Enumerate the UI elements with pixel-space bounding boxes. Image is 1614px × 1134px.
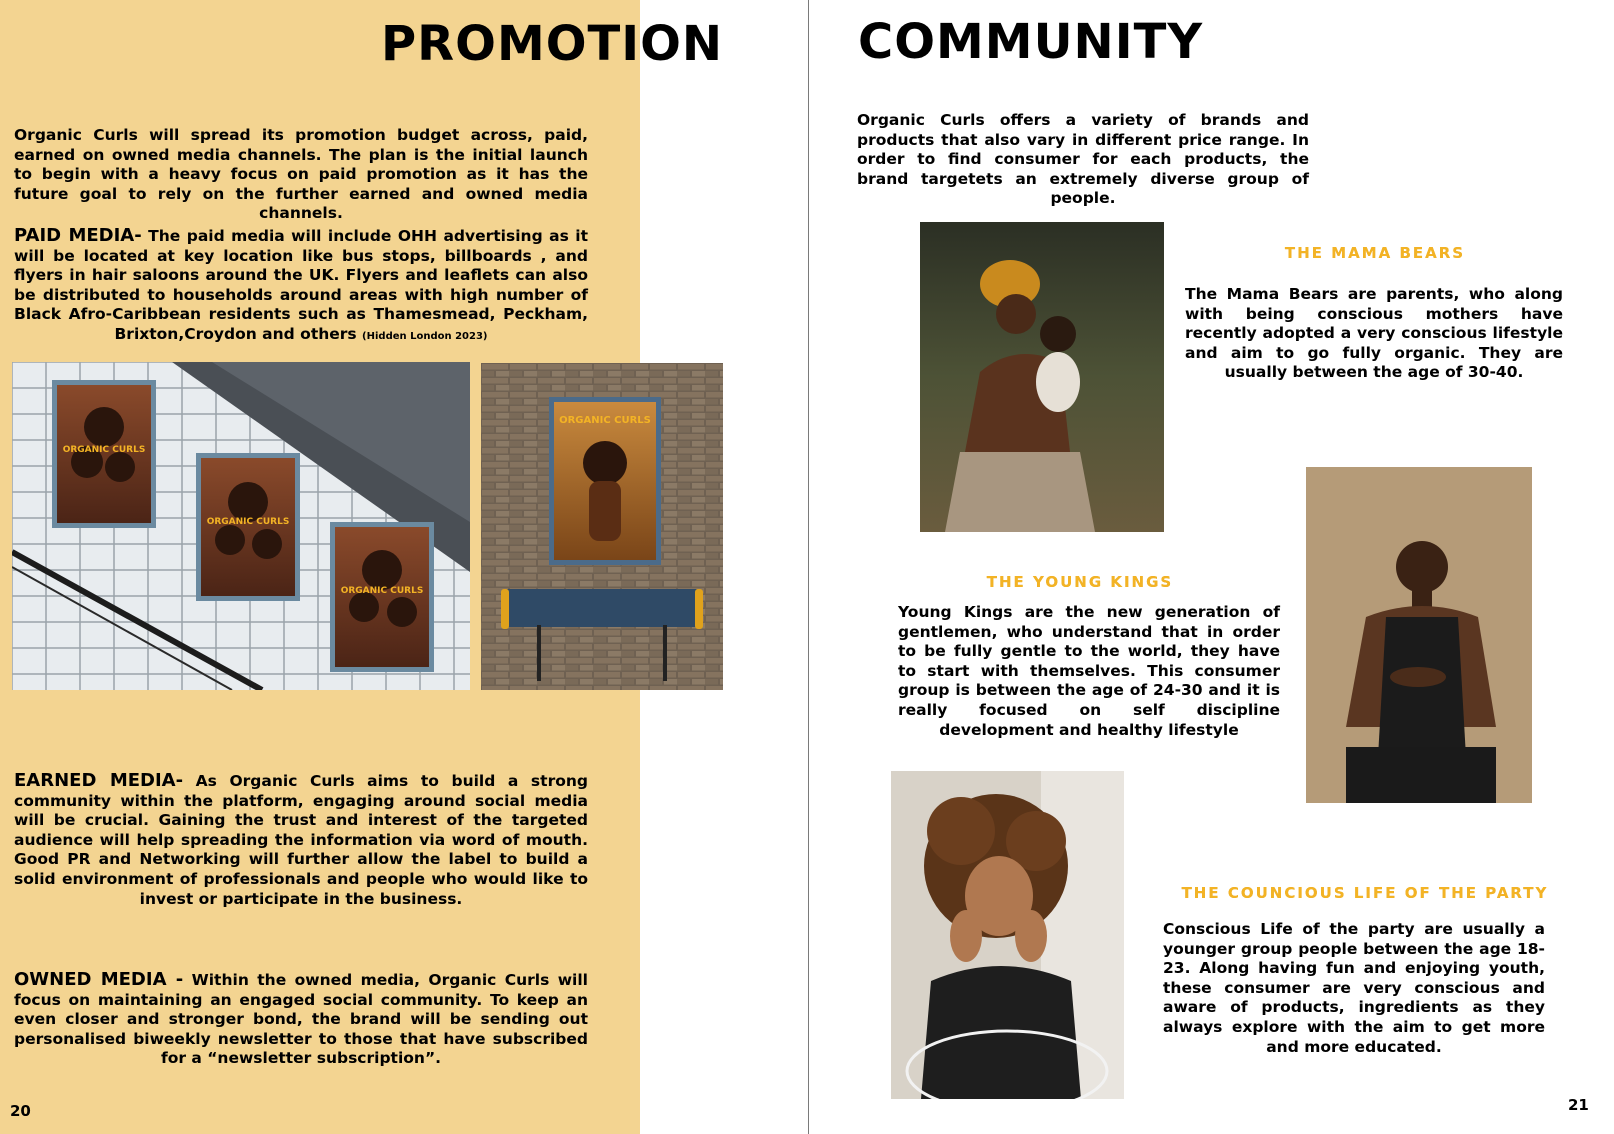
earned-media-paragraph — [14, 771, 588, 909]
owned-media-text: Within the owned media, Organic Curls will focus on maintaining an engaged social community. To keep an even closer and stronger bond, the brand will be sending out personalised biweekly newsletter to those that have subscribed for a “newsletter subscription”. — [14, 971, 588, 1068]
page-divider — [808, 0, 809, 1134]
poster-3-brand: ORGANIC CURLS — [340, 586, 424, 596]
young-man-photo — [1306, 467, 1532, 803]
poster-4-brand: ORGANIC CURLS — [559, 415, 651, 426]
bus-stop-poster-photo — [481, 363, 723, 690]
community-title: COMMUNITY — [858, 14, 1204, 70]
owned-media-heading: OWNED MEDIA - — [14, 969, 184, 990]
page-number-right: 21 — [1568, 1096, 1589, 1114]
earned-media-text: As Organic Curls aims to build a strong community within the platform, engaging around social media will be crucial. Gaining the trust and interest of the targeted audience will help spreading the information via word of mouth. Good PR and Networking will further allow the label to build a solid environment of professionals and people who would like to invest or participate in the business. — [14, 772, 588, 908]
poster-2-brand: ORGANIC CURLS — [206, 517, 290, 527]
young-kings-title: THE YOUNG KINGS — [986, 573, 1174, 591]
mama-bears-text: The Mama Bears are parents, who along with being conscious mothers have recently adopted a very conscious lifestyle and aim to go fully organic. They are usually between the age of 30-40. — [1185, 285, 1563, 382]
poster-1-brand: ORGANIC CURLS — [62, 445, 146, 455]
mama-bears-title: THE MAMA BEARS — [1284, 244, 1466, 262]
subway-posters-photo — [12, 362, 470, 690]
young-kings-text: Young Kings are the new generation of gentlemen, who understand that in order to be fully gentle to the world, they have to start with themselves. This consumer group is between the age of 24-30 and it is really focused on self discipline development and healthy lifestyle — [898, 603, 1280, 739]
paid-media-paragraph — [14, 226, 588, 347]
owned-media-paragraph — [14, 970, 588, 1069]
page-number-left: 20 — [10, 1102, 31, 1120]
conscious-life-text: Conscious Life of the party are usually a younger group people between the age 18- 23. Along having fun and enjoying youth, these consumer are very conscious and aware of products, ingredients as they always explore with the aim to get more and more educated. — [1163, 920, 1545, 1056]
smiling-woman-photo — [891, 771, 1124, 1099]
earned-media-heading: EARNED MEDIA- — [14, 770, 184, 791]
promotion-title: PROMOTION — [381, 16, 724, 72]
community-intro: Organic Curls offers a variety of brands and products that also vary in different price range. In order to find consumer for each products, the brand targetets an extremely diverse group of people. — [857, 111, 1309, 208]
conscious-life-title: THE COUNCIOUS LIFE OF THE PARTY — [1181, 884, 1549, 902]
promotion-intro: Organic Curls will spread its promotion budget across, paid, earned on owned media channels. The plan is the initial launch to begin with a heavy focus on paid promotion as it has the future goal to rely on the further earned and owned media channels. — [14, 126, 588, 223]
paid-media-citation: (Hidden London 2023) — [362, 330, 488, 342]
paid-media-text: The paid media will include OHH advertising as it will be located at key location like bus stops, billboards , and flyers in hair saloons around the UK. Flyers and leaflets can also be distributed to households around areas with high number of Black Afro-Caribbean residents such as Thamesmead, Peckham, Brixton,Croydon and others — [14, 227, 588, 343]
paid-media-heading: PAID MEDIA- — [14, 225, 142, 246]
mother-and-child-photo — [920, 222, 1164, 532]
